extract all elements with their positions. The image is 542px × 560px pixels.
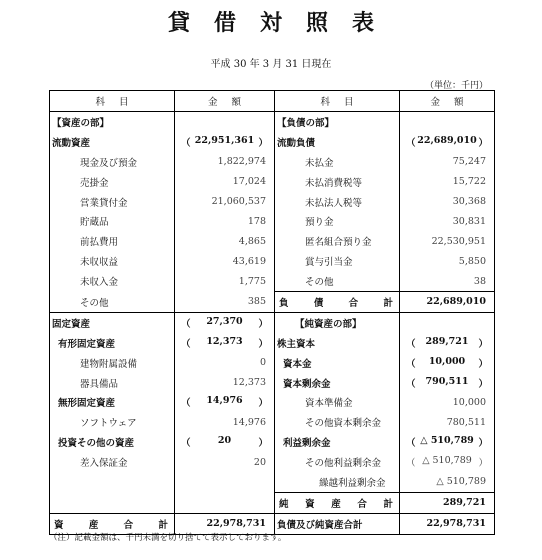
table-row <box>50 112 495 132</box>
capital-surplus-amount: （ 790,511 ） <box>400 373 495 393</box>
net-assets-total-amount: 289,721 <box>400 492 495 513</box>
table-row: 差入保証金 20 その他利益剰余金 （ △ 510,789 ） <box>50 452 495 472</box>
table-row: その他 385 負 債 合 計 22,689,010 <box>50 292 495 313</box>
current-assets-amount: （ 22,951,361 ） <box>175 132 275 152</box>
current-assets-label: 流動資産 <box>50 132 175 152</box>
table-row: 営業貸付金 21,060,537 未払法人税等 30,368 <box>50 192 495 212</box>
net-assets-section-label: 【純資産の部】 <box>275 312 400 332</box>
table-row: 建物附属設備 0 資本金 （ 10,000 ） <box>50 353 495 373</box>
retained-earnings-label: 利益剰余金 <box>275 432 400 452</box>
intangible-assets-amount: （ 14,976 ） <box>175 392 275 412</box>
current-liabilities-label: 流動負債 <box>275 132 400 152</box>
table-row: ソフトウェア 14,976 その他資本剰余金 780,511 <box>50 412 495 432</box>
grand-total-label: 負債及び純資産合計 <box>275 513 400 534</box>
header-amount: 金額 <box>175 91 275 112</box>
header-amount: 金額 <box>400 91 495 112</box>
assets-total-label: 資 産 合 計 <box>50 513 175 534</box>
current-liabilities-amount: （ 22,689,010 ） <box>400 132 495 152</box>
fixed-assets-label: 固定資産 <box>50 312 175 332</box>
table-row: 未収入金 1,775 その他 38 <box>50 271 495 291</box>
table-row: 現金及び預金 1,822,974 未払金 75,247 <box>50 152 495 172</box>
header-row <box>50 91 495 112</box>
liabilities-total-amount: 22,689,010 <box>400 292 495 313</box>
liabilities-total-label: 負 債 合 計 <box>275 292 400 313</box>
assets-total-amount: 22,978,731 <box>175 513 275 534</box>
intangible-assets-label: 無形固定資産 <box>50 392 175 412</box>
table-row: 器具備品 12,373 資本剰余金 （ 790,511 ） <box>50 373 495 393</box>
table-row: 前払費用 4,865 匿名組合預り金 22,530,951 <box>50 231 495 251</box>
shareholders-equity-amount: （ 289,721 ） <box>400 333 495 353</box>
tangible-assets-amount: （ 12,373 ） <box>175 333 275 353</box>
carried-forward-label: 繰越利益剰余金 <box>275 472 400 492</box>
table-row: 貯蔵品 178 預り金 30,831 <box>50 211 495 231</box>
page-title: 貸借対照表 <box>167 11 398 36</box>
report-date: 平成 30 年 3 月 31 日現在 <box>210 59 332 70</box>
table-row <box>50 312 495 332</box>
table-row <box>50 132 495 152</box>
other-retained-label: その他利益剰余金 <box>275 452 400 472</box>
table-row <box>50 432 495 452</box>
footnote: （注）記載金額は、千円未満を切り捨てて表示しております。 <box>49 533 287 543</box>
shareholders-equity-label: 株主資本 <box>275 333 400 353</box>
table-row: 売掛金 17,024 未払消費税等 15,722 <box>50 172 495 192</box>
table-row: 未収収益 43,619 賞与引当金 5,850 <box>50 251 495 271</box>
header-subject: 科目 <box>275 91 400 112</box>
other-retained-amount: （ △ 510,789 ） <box>400 452 495 472</box>
capital-surplus-label: 資本剰余金 <box>275 373 400 393</box>
liabilities-section-label: 【負債の部】 <box>275 112 400 132</box>
tangible-assets-label: 有形固定資産 <box>50 333 175 353</box>
net-assets-total-label: 純 資 産 合 計 <box>275 492 400 513</box>
table-row <box>50 492 495 513</box>
header-subject: 科目 <box>50 91 175 112</box>
carried-forward-amount: △ 510,789 <box>400 472 495 492</box>
fixed-assets-amount: （ 27,370 ） <box>175 312 275 332</box>
grand-total-amount: 22,978,731 <box>400 513 495 534</box>
capital-stock-label: 資本金 <box>275 353 400 373</box>
investments-amount: （ 20 ） <box>175 432 275 452</box>
investments-label: 投資その他の資産 <box>50 432 175 452</box>
table-row <box>50 333 495 353</box>
unit-label: （単位：千円） <box>424 81 488 91</box>
table-row: 無形固定資産 （ 14,976 ） 資本準備金 10,000 <box>50 392 495 412</box>
retained-earnings-amount: （ △ 510,789 ） <box>400 432 495 452</box>
table-row <box>50 472 495 492</box>
balance-sheet-table <box>49 90 495 535</box>
capital-stock-amount: （ 10,000 ） <box>400 353 495 373</box>
assets-section-label: 【資産の部】 <box>50 112 175 132</box>
